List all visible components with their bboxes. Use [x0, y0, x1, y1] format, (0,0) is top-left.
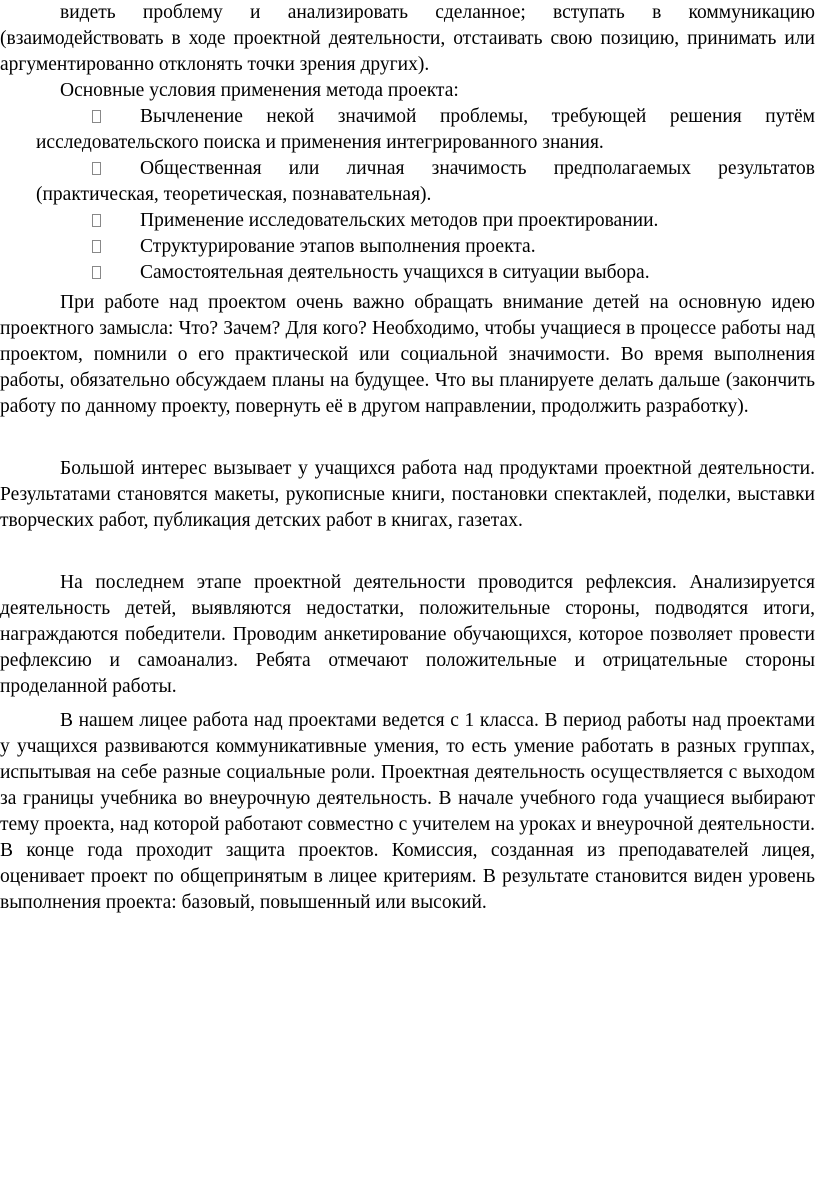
list-item: [0, 260, 815, 286]
list-item: [0, 234, 815, 260]
list-item: [0, 104, 815, 156]
conditions-list: [0, 104, 815, 286]
conditions-intro: Основные условия применения метода проекта:: [60, 80, 459, 101]
condition-text: Общественная или личная значимость предполагаемых результатов (практическая, теоретическая, познавательная).: [36, 158, 815, 205]
continuation-paragraph: видеть проблему и анализировать сделанное; вступать в коммуникацию (взаимодействовать в ходе проектной деятельности, отстаивать свою позицию, принимать или аргументированно отклонять точки зрения других).: [0, 2, 815, 75]
bullet-icon: [92, 214, 101, 227]
bullet-icon: [92, 110, 101, 123]
body-paragraph: Большой интерес вызывает у учащихся работа над продуктами проектной деятельности. Результатами становятся макеты, рукописные книги, постановки спектаклей, поделки, выставки творческих работ, публикация детских работ в книгах, газетах.: [0, 458, 815, 531]
body-paragraph: В нашем лицее работа над проектами ведется с 1 класса. В период работы над проектами у учащихся развиваются коммуникативные умения, то есть умение работать в разных группах, испытывая на себе разные социальные роли. Проектная деятельность осуществляется с выходом за границы учебника во внеурочную деятельность. В начале учебного года учащиеся выбирают тему проекта, над которой работают совместно с учителем на уроках и внеурочной деятельности. В конце года проходит защита проектов. Комиссия, созданная из преподавателей лицея, оценивает проект по общепринятым в лицее критериям. В результате становится виден уровень выполнения проекта: базовый, повышенный или высокий.: [0, 710, 815, 913]
body-paragraph: На последнем этапе проектной деятельности проводится рефлексия. Анализируется деятельность детей, выявляются недостатки, положительные стороны, подводятся итоги, награждаются победители. Проводим анкетирование обучающихся, которое позволяет провести рефлексию и самоанализ. Ребята отмечают положительные и отрицательные стороны проделанной работы.: [0, 572, 815, 697]
bullet-icon: [92, 240, 101, 253]
body-paragraph: При работе над проектом очень важно обращать внимание детей на основную идею проектного замысла: Что? Зачем? Для кого? Необходимо, чтобы учащиеся в процессе работы над проектом, помнили о его практической или социальной значимости. Во время выполнения работы, обязательно обсуждаем планы на будущее. Что вы планируете делать дальше (закончить работу по данному проекту, повернуть её в другом направлении, продолжить разработку).: [0, 292, 815, 417]
condition-text: Вычленение некой значимой проблемы, требующей решения путём исследовательского поиска и применения интегрированного знания.: [36, 106, 815, 153]
condition-text: Применение исследовательских методов при проектировании.: [140, 210, 659, 231]
condition-text: Самостоятельная деятельность учащихся в ситуации выбора.: [140, 262, 650, 283]
list-item: [0, 208, 815, 234]
list-item: [0, 156, 815, 208]
bullet-icon: [92, 266, 101, 279]
bullet-icon: [92, 162, 101, 175]
condition-text: Структурирование этапов выполнения проекта.: [140, 236, 536, 257]
